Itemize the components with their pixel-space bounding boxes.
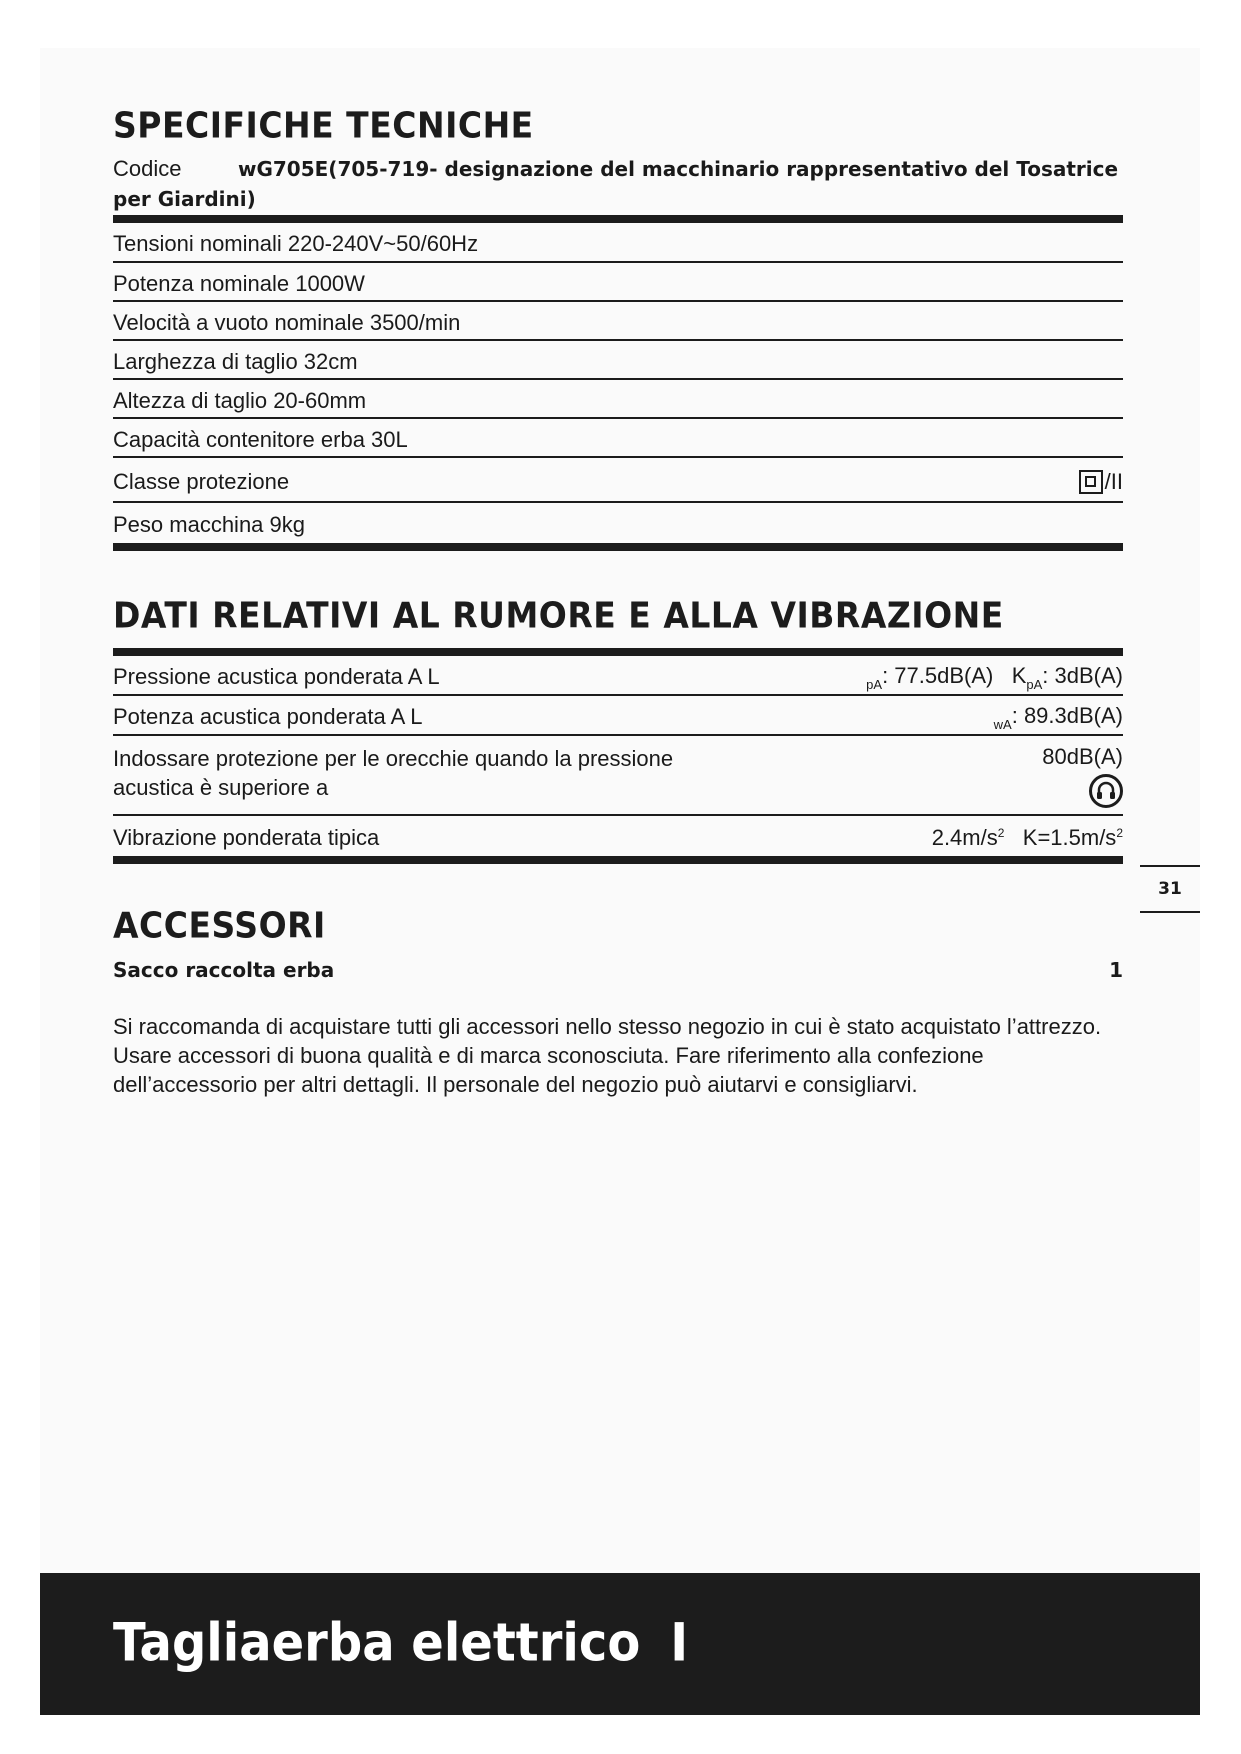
noise-label: Indossare protezione per le orecchie quando la pressione acustica è superiore a xyxy=(113,746,674,800)
code-label: Codice xyxy=(113,156,182,181)
page-number: 31 xyxy=(1140,865,1200,913)
accessories-text: Si raccomanda di acquistare tutti gli accessori nello stesso negozio in cui è stato acquistato l’attrezzo. Usare accessori di buona qualità e di marca sconosciuta. Fare riferimento alla confezione dell’accessorio per altri dettagli. Il personale del negozio può aiutarvi e consigliarvi. xyxy=(113,1014,1102,1097)
spec-row xyxy=(113,380,1123,419)
spec-label: Velocità a vuoto nominale 3500/min xyxy=(113,309,461,335)
spec-row xyxy=(113,341,1123,380)
noise-row xyxy=(113,736,1123,816)
double-insulation-icon xyxy=(1079,470,1103,494)
specs-title: SPECIFICHE TECNICHE xyxy=(113,104,534,147)
noise-value xyxy=(1042,736,1123,808)
spec-label: Capacità contenitore erba 30L xyxy=(113,426,408,452)
spec-row xyxy=(113,503,1123,543)
spec-row xyxy=(113,223,1123,263)
spec-row xyxy=(113,302,1123,341)
ear-protection-icon xyxy=(1089,774,1123,808)
accessories-title: ACCESSORI xyxy=(113,904,326,947)
noise-value: $_{pA}$: 77.5dB(A) $K_{pA}$: 3dB(A) xyxy=(866,662,1123,692)
accessory-qty: 1 xyxy=(1109,958,1123,982)
noise-label: Vibrazione ponderata tipica xyxy=(113,825,380,850)
accessory-label: Sacco raccolta erba xyxy=(113,958,335,982)
noise-title: DATI RELATIVI AL RUMORE E ALLA VIBRAZIONE xyxy=(113,594,1004,637)
footer-title xyxy=(113,1612,688,1674)
spec-label: Altezza di taglio 20-60mm xyxy=(113,387,367,413)
footer-product-name: Tagliaerba elettrico xyxy=(113,1612,641,1674)
spec-row xyxy=(113,419,1123,458)
spec-row xyxy=(113,458,1123,503)
model-code xyxy=(113,154,1123,214)
noise-value: $2.4m/s^2$ $K=1.5m/s^2$ xyxy=(931,825,1123,850)
noise-label: Potenza acustica ponderata A L xyxy=(113,704,423,729)
footer-language: I xyxy=(670,1612,689,1674)
noise-value: $_{wA}$: 89.3dB(A) xyxy=(993,702,1123,732)
accessory-item xyxy=(113,958,1123,982)
noise-row xyxy=(113,656,1123,696)
spec-label: Classe protezione xyxy=(113,468,290,494)
spec-label: Peso macchina 9kg xyxy=(113,512,305,537)
spec-label: Tensioni nominali 220-240V~50/60Hz xyxy=(113,231,479,256)
noise-table xyxy=(113,648,1123,864)
noise-label: Pressione acustica ponderata A L xyxy=(113,664,440,689)
specs-table xyxy=(113,215,1123,551)
code-value: wG705E(705-719- designazione del macchinario rappresentativo del Tosatrice per Giardini) xyxy=(113,157,1119,211)
spec-row xyxy=(113,263,1123,302)
spec-label: Potenza nominale 1000W xyxy=(113,270,365,296)
noise-row xyxy=(113,696,1123,736)
spec-label: Larghezza di taglio 32cm xyxy=(113,348,358,374)
protection-class-value: /II xyxy=(1104,468,1123,494)
noise-row xyxy=(113,816,1123,856)
ear-threshold: 80dB(A) xyxy=(1042,744,1123,769)
protection-class xyxy=(1079,465,1123,495)
